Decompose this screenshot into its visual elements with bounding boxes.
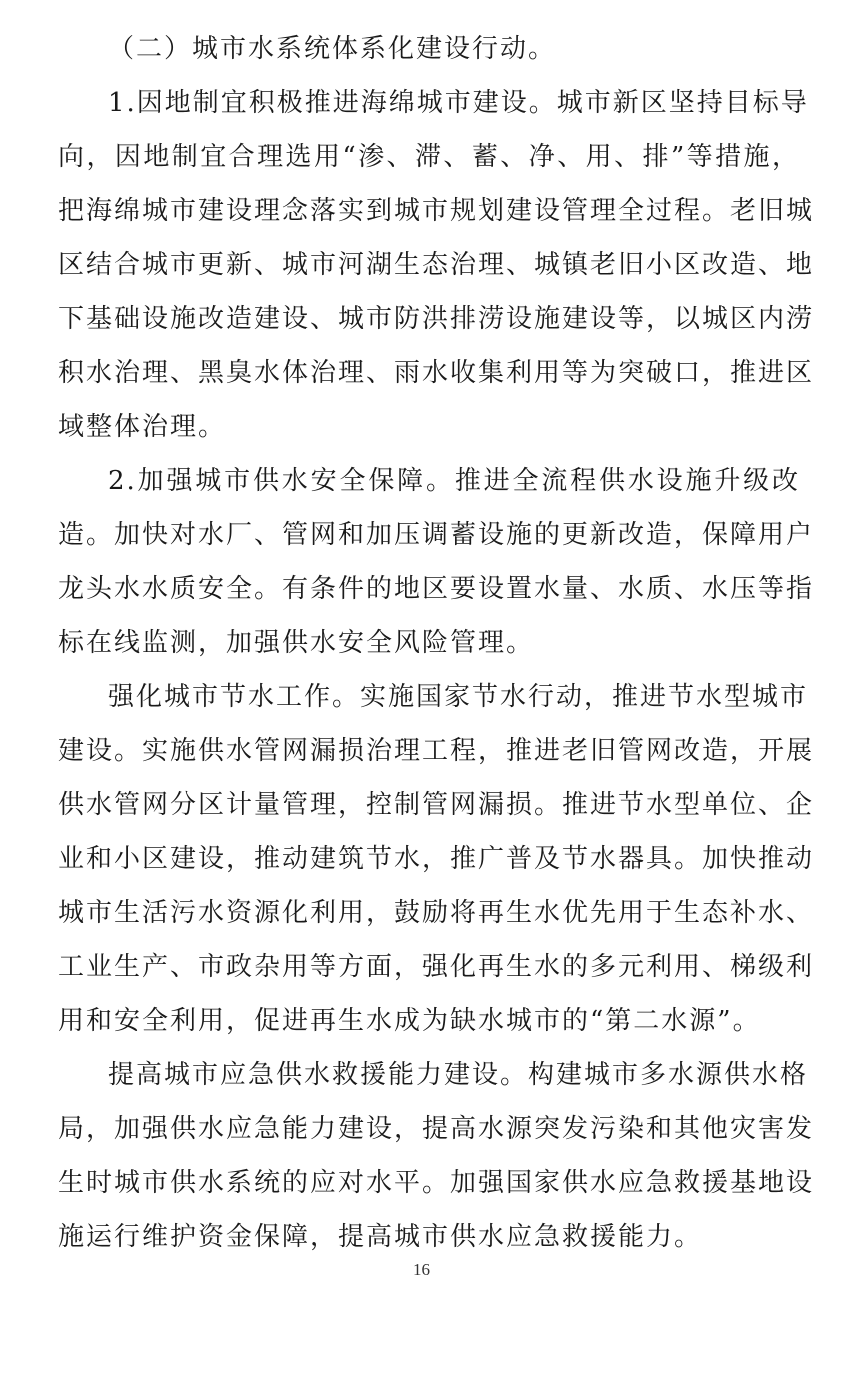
paragraph-line: 下基础设施改造建设、城市防洪排涝设施建设等，以城区内涝	[58, 304, 815, 334]
paragraph-line: 业和小区建设，推动建筑节水，推广普及节水器具。加快推动	[58, 844, 815, 874]
paragraph-line: 标在线监测，加强供水安全风险管理。	[58, 628, 535, 658]
section-heading: （二）城市水系统体系化建设行动。	[108, 34, 557, 64]
paragraph-line: 把海绵城市建设理念落实到城市规划建设管理全过程。老旧城	[58, 196, 815, 226]
paragraph-line: 建设。实施供水管网漏损治理工程，推进老旧管网改造，开展	[58, 736, 815, 766]
paragraph-line: 用和安全利用，促进再生水成为缺水城市的“第二水源”。	[58, 1006, 761, 1036]
paragraph-line: 施运行维护资金保障，提高城市供水应急救援能力。	[58, 1222, 703, 1252]
page-number: 16	[413, 1260, 430, 1279]
paragraph-line: 1.因地制宜积极推进海绵城市建设。城市新区坚持目标导	[108, 88, 809, 118]
paragraph-line: 2.加强城市供水安全保障。推进全流程供水设施升级改	[108, 466, 800, 496]
paragraph-line: 龙头水水质安全。有条件的地区要设置水量、水质、水压等指	[58, 574, 815, 604]
paragraph-line: 供水管网分区计量管理，控制管网漏损。推进节水型单位、企	[58, 790, 815, 820]
paragraph-line: 生时城市供水系统的应对水平。加强国家供水应急救援基地设	[58, 1168, 815, 1198]
paragraph-line: 强化城市节水工作。实施国家节水行动，推进节水型城市	[108, 682, 809, 712]
paragraph-line: 积水治理、黑臭水体治理、雨水收集利用等为突破口，推进区	[58, 358, 815, 388]
paragraph-line: 域整体治理。	[58, 412, 227, 442]
paragraph-line: 城市生活污水资源化利用，鼓励将再生水优先用于生态补水、	[58, 898, 815, 928]
paragraph-line: 向，因地制宜合理选用“渗、滞、蓄、净、用、排”等措施，	[58, 142, 800, 172]
paragraph-line: 造。加快对水厂、管网和加压调蓄设施的更新改造，保障用户	[58, 520, 815, 550]
paragraph-line: 工业生产、市政杂用等方面，强化再生水的多元利用、梯级利	[58, 952, 815, 982]
paragraph-line: 局，加强供水应急能力建设，提高水源突发污染和其他灾害发	[58, 1114, 815, 1144]
paragraph-line: 提高城市应急供水救援能力建设。构建城市多水源供水格	[108, 1060, 809, 1090]
paragraph-line: 区结合城市更新、城市河湖生态治理、城镇老旧小区改造、地	[58, 250, 815, 280]
